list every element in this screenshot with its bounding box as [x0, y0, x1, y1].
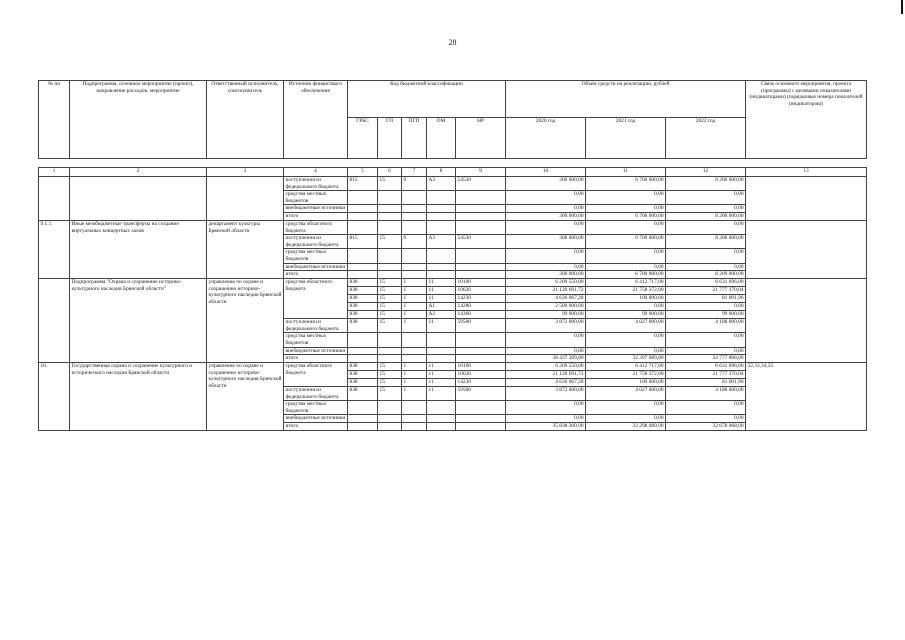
- source-cell: поступления из федерального бюджета: [284, 177, 348, 191]
- grbs-cell: 838: [348, 387, 378, 401]
- value-2022: 99 000,00: [666, 311, 746, 319]
- pgp-cell: 0: [402, 235, 427, 249]
- value-2022: 4 188 000,00: [666, 319, 746, 333]
- col-no-header: № пп: [39, 81, 70, 159]
- om-cell: А3: [427, 177, 456, 191]
- colnum: 7: [402, 168, 427, 177]
- value-2022: 4 188 000,00: [666, 387, 746, 401]
- colnum: 10: [506, 168, 586, 177]
- row-executor: управление по охране и сохранению историко-культурного наследия Брянской области: [207, 363, 284, 431]
- om-cell: А3: [427, 235, 456, 249]
- value-2022: 0,00: [666, 347, 746, 355]
- value-2020: 6 209 550,00: [506, 363, 586, 371]
- pgp-cell: 0: [402, 177, 427, 191]
- value-2022: 81 001,96: [666, 295, 746, 303]
- value-2021: 100 000,00: [586, 295, 666, 303]
- col-nr-header: НР: [456, 118, 506, 159]
- value-2022: 0,00: [666, 263, 746, 271]
- value-2020: 0,00: [506, 249, 586, 263]
- gp-cell: 15: [378, 379, 402, 387]
- nr-cell: 14360: [456, 311, 506, 319]
- value-2020: 0,00: [506, 333, 586, 347]
- row-no: 10.: [39, 363, 70, 431]
- volume-group-header: Объём средств на реализацию, рублей: [506, 81, 746, 118]
- value-2021: 21 758 372,00: [586, 287, 666, 295]
- value-2022: 8 209 000,00: [666, 271, 746, 279]
- pgp-cell: 1: [402, 279, 427, 287]
- source-cell: внебюджетные источники: [284, 263, 348, 271]
- code-group-header: Код бюджетной классификации: [348, 81, 506, 118]
- gp-cell: 15: [378, 295, 402, 303]
- pgp-cell: 1: [402, 319, 427, 333]
- om-cell: 11: [427, 279, 456, 287]
- grbs-cell: 838: [348, 279, 378, 287]
- value-2022: 8 200 000,00: [666, 212, 746, 220]
- value-2021: 6 700 000,00: [586, 212, 666, 220]
- col-om-header: ОМ: [427, 118, 456, 159]
- col-source-header: Источник финансового обеспечения: [284, 81, 348, 159]
- source-cell: поступления из федерального бюджета: [284, 319, 348, 333]
- value-2020: 38 437 309,00: [506, 355, 586, 363]
- col-2022-header: 2022 год: [666, 118, 746, 159]
- om-cell: 11: [427, 387, 456, 401]
- pgp-cell: 1: [402, 379, 427, 387]
- pgp-cell: 1: [402, 303, 427, 311]
- gp-cell: 15: [378, 287, 402, 295]
- gp-cell: 15: [378, 279, 402, 287]
- col-gp-header: ГП: [378, 118, 402, 159]
- row-program: Подпрограмма "Охрана и сохранение историко-культурного наследия Брянской области": [70, 279, 207, 363]
- value-2021: 100 000,00: [586, 379, 666, 387]
- value-2021: 0,00: [586, 401, 666, 415]
- value-2022: 32 777 068,00: [666, 355, 746, 363]
- source-cell: средства областного бюджета: [284, 279, 348, 319]
- value-2020: 21 120 691,72: [506, 287, 586, 295]
- source-cell: средства местных бюджетов: [284, 249, 348, 263]
- value-2020: 300 000,00: [506, 235, 586, 249]
- value-2020: 0,00: [506, 191, 586, 205]
- value-2020: 300 000,00: [506, 271, 586, 279]
- source-cell: средства областного бюджета: [284, 220, 348, 234]
- value-2022: 0,00: [666, 333, 746, 347]
- value-2021: 6 412 717,00: [586, 279, 666, 287]
- grbs-cell: 838: [348, 311, 378, 319]
- row-no: 9.1.1.: [39, 220, 70, 278]
- row-executor: [207, 177, 284, 221]
- value-2022: 8 200 000,00: [666, 177, 746, 191]
- page-number: 28: [448, 38, 457, 47]
- grbs-cell: 838: [348, 371, 378, 379]
- nr-cell: 10620: [456, 287, 506, 295]
- value-2021: 0,00: [586, 263, 666, 271]
- row-program: [70, 177, 207, 221]
- value-2021: 32 298 089,00: [586, 423, 666, 431]
- value-2021: 0,00: [586, 333, 666, 347]
- value-2022: 0,00: [666, 415, 746, 423]
- colnum: 2: [70, 168, 207, 177]
- value-2020: 0,00: [506, 220, 586, 234]
- nr-cell: 59500: [456, 319, 506, 333]
- col-pgp-header: ПГП: [402, 118, 427, 159]
- om-cell: 11: [427, 379, 456, 387]
- nr-cell: 10100: [456, 363, 506, 371]
- value-2020: 0,00: [506, 401, 586, 415]
- gp-cell: 15: [378, 311, 402, 319]
- value-2020: 35 838 309,00: [506, 423, 586, 431]
- value-2020: 0,00: [506, 347, 586, 355]
- header-gap: [39, 159, 867, 168]
- value-2021: 6 700 000,00: [586, 235, 666, 249]
- value-2021: 0,00: [586, 415, 666, 423]
- colnum: 12: [666, 168, 746, 177]
- grbs-cell: 838: [348, 319, 378, 333]
- pgp-cell: 1: [402, 363, 427, 371]
- source-cell: средства областного бюджета: [284, 363, 348, 387]
- value-2021: 0,00: [586, 303, 666, 311]
- value-2020: 6 209 550,00: [506, 279, 586, 287]
- value-2021: 21 758 372,00: [586, 371, 666, 379]
- nr-cell: 10100: [456, 279, 506, 287]
- source-cell: поступления из федерального бюджета: [284, 387, 348, 401]
- grbs-cell: 815: [348, 177, 378, 191]
- value-2020: 4 636 067,28: [506, 379, 586, 387]
- nr-cell: 14230: [456, 379, 506, 387]
- row-program: Государственная охрана и сохранение культурного и исторического наследия Брянской области: [70, 363, 207, 431]
- value-2022: 6 631 696,00: [666, 279, 746, 287]
- row-no: [39, 279, 70, 363]
- colnum: 1: [39, 168, 70, 177]
- link-cell: 32,33,34,35: [746, 363, 867, 431]
- source-cell: итого: [284, 423, 348, 431]
- row-executor: департамент культуры Брянской области: [207, 220, 284, 278]
- nr-cell: 14230: [456, 295, 506, 303]
- source-cell: внебюджетные источники: [284, 205, 348, 213]
- pgp-cell: 1: [402, 295, 427, 303]
- source-cell: средства местных бюджетов: [284, 333, 348, 347]
- source-cell: средства местных бюджетов: [284, 401, 348, 415]
- value-2021: 0,00: [586, 249, 666, 263]
- table-row: [39, 279, 867, 287]
- om-cell: 11: [427, 363, 456, 371]
- source-cell: поступления из федерального бюджета: [284, 235, 348, 249]
- pgp-cell: 1: [402, 311, 427, 319]
- table-row: [39, 220, 867, 234]
- value-2022: 0,00: [666, 205, 746, 213]
- edge-mark: [901, 0, 903, 14]
- grbs-cell: 838: [348, 379, 378, 387]
- value-2021: 0,00: [586, 347, 666, 355]
- nr-cell: 54530: [456, 177, 506, 191]
- value-2020: 0,00: [506, 205, 586, 213]
- row-program: Иные межбюджетные трансферты на создание виртуальных концертных залов: [70, 220, 207, 278]
- value-2020: 0,00: [506, 263, 586, 271]
- col-2020-header: 2020 год: [506, 118, 586, 159]
- value-2022: 0,00: [666, 249, 746, 263]
- colnum: 4: [284, 168, 348, 177]
- value-2020: 21 120 691,72: [506, 371, 586, 379]
- value-2022: 8 200 000,00: [666, 235, 746, 249]
- row-no: [39, 177, 70, 221]
- colnum: 8: [427, 168, 456, 177]
- pgp-cell: 1: [402, 287, 427, 295]
- nr-cell: 54530: [456, 235, 506, 249]
- value-2021: 6 700 000,00: [586, 271, 666, 279]
- value-2020: 99 000,00: [506, 311, 586, 319]
- source-cell: средства местных бюджетов: [284, 191, 348, 205]
- value-2022: 21 777 370,04: [666, 371, 746, 379]
- value-2021: 0,00: [586, 205, 666, 213]
- source-cell: итого: [284, 212, 348, 220]
- nr-cell: 14280: [456, 303, 506, 311]
- grbs-cell: 838: [348, 363, 378, 371]
- colnum: 11: [586, 168, 666, 177]
- value-2022: 32 678 068,00: [666, 423, 746, 431]
- grbs-cell: 838: [348, 303, 378, 311]
- pgp-cell: 1: [402, 371, 427, 379]
- link-cell: [746, 220, 867, 278]
- value-2021: 4 027 000,00: [586, 387, 666, 401]
- nr-cell: 10620: [456, 371, 506, 379]
- col-link-header: Связь основного мероприятия, проекта (программы) с целевыми показателями (индикаторами) (порядковые номера показателей (индикаторов)): [746, 81, 867, 159]
- colnum: 9: [456, 168, 506, 177]
- value-2021: 32 397 089,00: [586, 355, 666, 363]
- grbs-cell: 838: [348, 287, 378, 295]
- value-2021: 6 412 717,00: [586, 363, 666, 371]
- value-2022: 81 001,96: [666, 379, 746, 387]
- value-2020: 2 500 000,00: [506, 303, 586, 311]
- value-2022: 21 777 370,04: [666, 287, 746, 295]
- gp-cell: 15: [378, 319, 402, 333]
- value-2022: 0,00: [666, 220, 746, 234]
- value-2022: 0,00: [666, 401, 746, 415]
- table-row: [39, 363, 867, 371]
- value-2020: 4 636 067,28: [506, 295, 586, 303]
- gp-cell: 15: [378, 303, 402, 311]
- value-2022: 0,00: [666, 191, 746, 205]
- source-cell: внебюджетные источники: [284, 347, 348, 355]
- om-cell: А2: [427, 311, 456, 319]
- om-cell: 11: [427, 295, 456, 303]
- nr-cell: 59500: [456, 387, 506, 401]
- colnum: 13: [746, 168, 867, 177]
- value-2020: 3 872 000,00: [506, 319, 586, 333]
- value-2021: 6 700 000,00: [586, 177, 666, 191]
- om-cell: 11: [427, 371, 456, 379]
- om-cell: А1: [427, 303, 456, 311]
- budget-table: [38, 80, 867, 431]
- row-executor: управление по охране и сохранению историко-культурного наследия Брянской области: [207, 279, 284, 363]
- gp-cell: 15: [378, 387, 402, 401]
- gp-cell: 15: [378, 235, 402, 249]
- value-2021: 0,00: [586, 191, 666, 205]
- gp-cell: 15: [378, 177, 402, 191]
- col-grbs-header: ГРБС: [348, 118, 378, 159]
- colnum: 3: [207, 168, 284, 177]
- value-2020: 300 000,00: [506, 212, 586, 220]
- colnum: 6: [378, 168, 402, 177]
- table-row: [39, 177, 867, 191]
- link-cell: [746, 177, 867, 221]
- gp-cell: 15: [378, 371, 402, 379]
- om-cell: 11: [427, 287, 456, 295]
- grbs-cell: 838: [348, 295, 378, 303]
- om-cell: 11: [427, 319, 456, 333]
- value-2020: 3 872 000,00: [506, 387, 586, 401]
- source-cell: итого: [284, 271, 348, 279]
- col-2021-header: 2021 год: [586, 118, 666, 159]
- pgp-cell: 1: [402, 387, 427, 401]
- col-program-header: Подпрограмма, основное мероприятие (проект), направление расходов, мероприятие: [70, 81, 207, 159]
- source-cell: внебюджетные источники: [284, 415, 348, 423]
- value-2022: 6 631 696,00: [666, 363, 746, 371]
- value-2022: 0,00: [666, 303, 746, 311]
- value-2020: 300 000,00: [506, 177, 586, 191]
- source-cell: итого: [284, 355, 348, 363]
- value-2020: 0,00: [506, 415, 586, 423]
- value-2021: 99 000,00: [586, 311, 666, 319]
- gp-cell: 15: [378, 363, 402, 371]
- value-2021: 0,00: [586, 220, 666, 234]
- value-2021: 4 027 000,00: [586, 319, 666, 333]
- link-cell: [746, 279, 867, 363]
- col-executor-header: Ответственный исполнитель, соисполнитель: [207, 81, 284, 159]
- colnum: 5: [348, 168, 378, 177]
- grbs-cell: 815: [348, 235, 378, 249]
